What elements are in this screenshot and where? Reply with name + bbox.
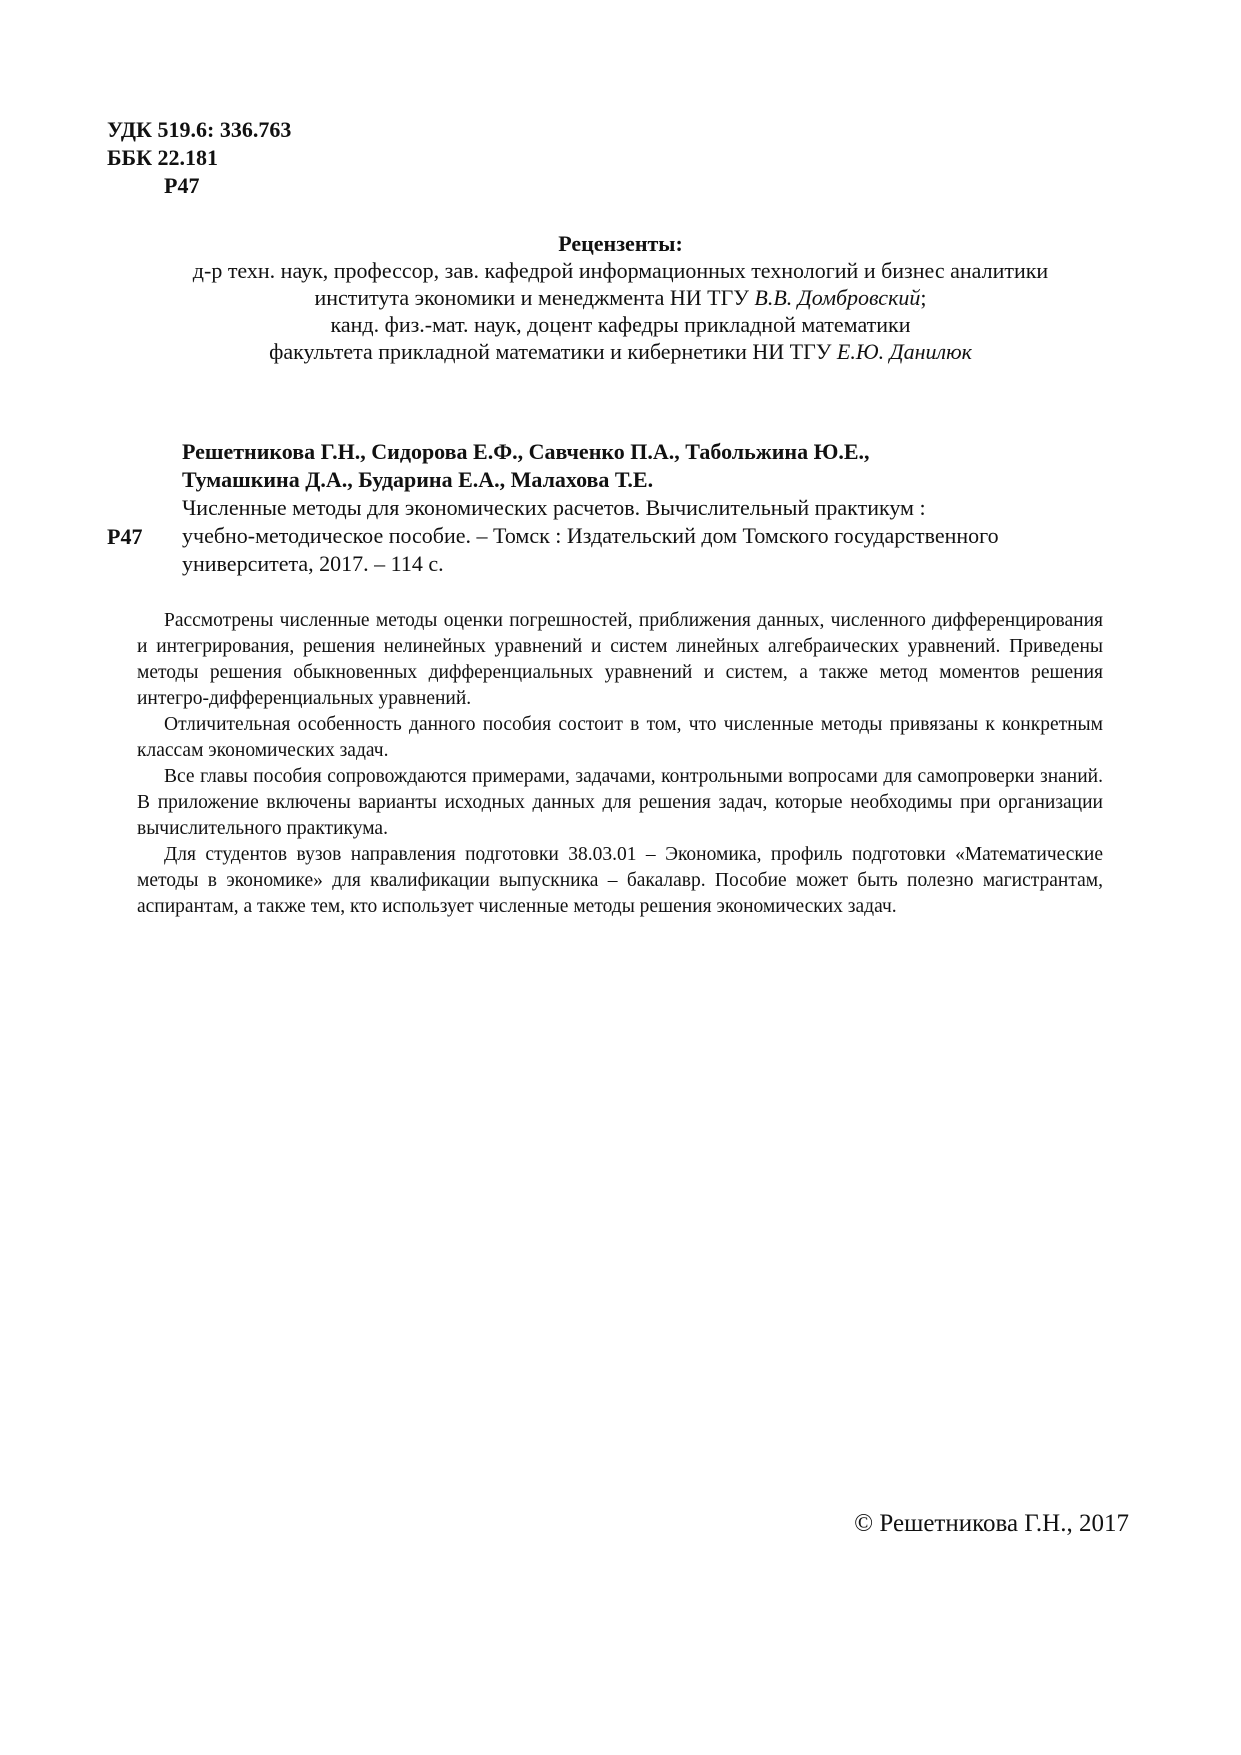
reviewer2-name: Е.Ю. Данилюк — [836, 339, 972, 364]
biblio-desc-line3: университета, 2017. – 114 с. — [182, 551, 444, 576]
biblio-desc-line2: учебно-методическое пособие. – Томск : Издательский дом Томского государственного — [182, 523, 999, 548]
bibliographic-record — [182, 438, 1142, 578]
reviewer2-line1: канд. физ.-мат. наук, доцент кафедры прикладной математики — [330, 312, 911, 337]
classification-block — [107, 116, 291, 200]
author-mark: Р47 — [164, 173, 200, 198]
biblio-desc-line1: Численные методы для экономических расчетов. Вычислительный практикум : — [182, 495, 926, 520]
reviewer1-line2 — [0, 284, 1241, 311]
abstract-block — [137, 608, 1103, 920]
reviewer1-line1: д-р техн. наук, профессор, зав. кафедрой информационных технологий и бизнес аналитики — [192, 258, 1049, 283]
reviewer1-separator: ; — [920, 285, 927, 310]
reviewer1-affiliation: института экономики и менеджмента НИ ТГУ — [314, 285, 755, 310]
reviewers-block — [0, 230, 1241, 365]
bbk-code: ББК 22.181 — [107, 145, 219, 170]
reviewer2-affiliation: факультета прикладной математики и кибернетики НИ ТГУ — [269, 339, 837, 364]
authors-line2: Тумашкина Д.А., Бударина Е.А., Малахова Т.Е. — [182, 467, 654, 492]
copyright-notice: © Решетникова Г.Н., 2017 — [854, 1510, 1129, 1537]
reviewer2-line2 — [0, 338, 1241, 365]
biblio-index-mark: Р47 — [107, 524, 143, 549]
abstract-paragraph-4: Для студентов вузов направления подготовки 38.03.01 – Экономика, профиль подготовки «Математические методы в экономике» для квалификации выпускника – бакалавр. Пособие может быть полезно магистрантам, аспирантам, а также тем, кто использует численные методы решения экономических задач. — [137, 844, 1103, 917]
udk-code: УДК 519.6: 336.763 — [107, 117, 292, 142]
authors-list — [182, 438, 1142, 494]
reviewers-heading: Рецензенты: — [558, 231, 683, 256]
reviewer1-name: В.В. Домбровский — [754, 285, 921, 310]
authors-line1: Решетникова Г.Н., Сидорова Е.Ф., Савченко П.А., Табольжина Ю.Е., — [182, 439, 870, 464]
abstract-paragraph-2: Отличительная особенность данного пособия состоит в том, что численные методы привязаны к конкретным классам экономических задач. — [137, 714, 1103, 761]
abstract-paragraph-1: Рассмотрены численные методы оценки погрешностей, приближения данных, численного дифференцирования и интегрирования, решения нелинейных уравнений и систем линейных алгебраических уравнений. Приведены методы решения обыкновенных дифференциальных уравнений и систем, а также метод моментов решения интегро-дифференциальных уравнений. — [137, 610, 1103, 709]
abstract-paragraph-3: Все главы пособия сопровождаются примерами, задачами, контрольными вопросами для самопроверки знаний. В приложение включены варианты исходных данных для решения задач, которые необходимы при организации вычислительного практикума. — [137, 766, 1103, 839]
